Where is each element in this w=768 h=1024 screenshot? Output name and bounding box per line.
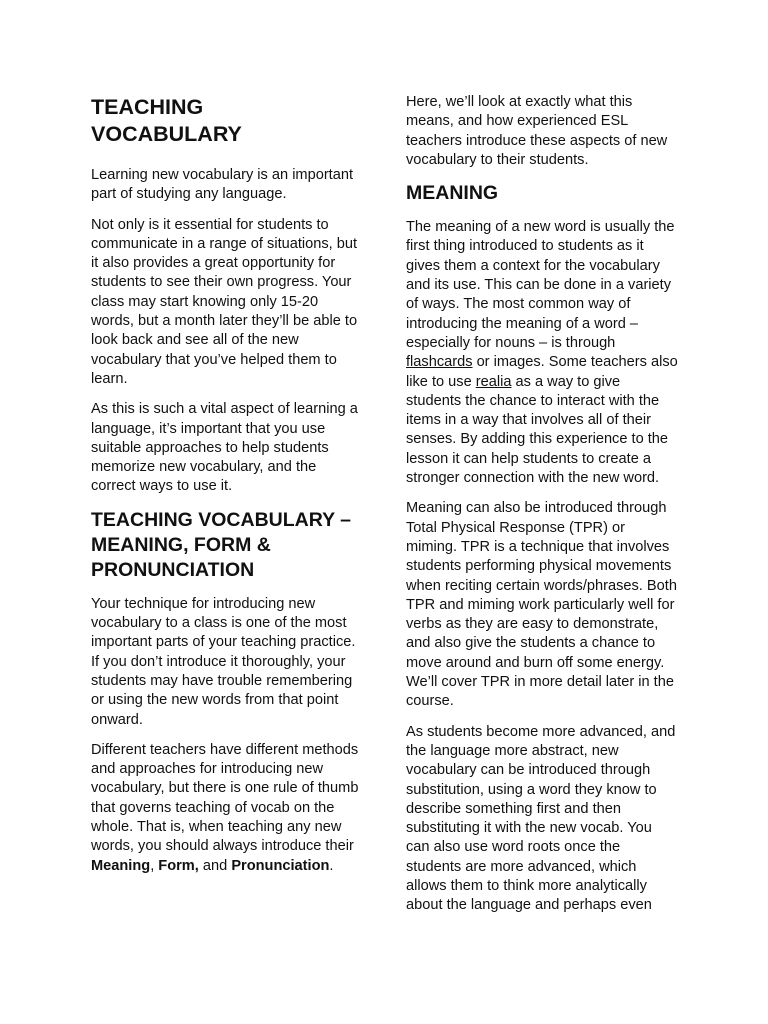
comma-text: , [150, 857, 159, 874]
right-column [406, 0, 678, 916]
page-title: TEACHING VOCABULARY [91, 95, 242, 146]
form-term: Form, [158, 857, 199, 874]
meaning-text-b: or images. Some teachers also like to use [406, 354, 678, 390]
advanced-students-paragraph: As students become more advanced, and the language more abstract, new vocabulary can be introduced through substitution, using a word they know to describe something first and then substituting it with the new vocab. You can also use word roots once the students are more advanced, which allows them to think more analytically about the language and perhaps even [406, 723, 676, 914]
overview-paragraph: Here, we’ll look at exactly what this means, and how experienced ESL teachers introduce these aspects of new vocabulary to their students. [406, 94, 668, 168]
meaning-paragraph [406, 218, 678, 488]
tpr-paragraph: Meaning can also be introduced through Total Physical Response (TPR) or miming. TPR is a technique that involves students performing physical movements when reciting certain words/phrases. Both TPR and miming work particularly well for verbs as they are easy to demonstrate, and also give the students a chance to move around and burn off some energy. We’ll cover TPR in more detail later in the course. [406, 500, 677, 710]
section-heading-meaning: MEANING [406, 182, 499, 205]
meaning-text-c: as a way to give students the chance to interact with the items in a way that involves all of their senses. By adding this experience to the lesson it can help students to create a stronger connection with the new word. [406, 373, 669, 487]
technique-paragraph: Your technique for introducing new vocabulary to a class is one of the most important parts of your teaching practice. If you don’t introduce it thoroughly, your students may have trouble remembering or using the new words from that point onward. [91, 595, 356, 728]
section-heading-meaning-form-pronunciation: TEACHING VOCABULARY – MEANING, FORM & PRONUNCIATION [91, 508, 352, 581]
realia-link[interactable]: realia [475, 373, 512, 390]
rule-of-thumb-paragraph [91, 741, 363, 876]
rule-text: Different teachers have different methods and approaches for introducing new vocabulary, but there is one rule of thumb that governs teaching of vocab on the whole. That is, when teaching any new words, you should always introduce their [91, 741, 359, 855]
vital-aspect-paragraph: As this is such a vital aspect of learning a language, it’s important that you use suitable approaches to help students memorize new vocabulary, and the correct ways to use it. [91, 401, 358, 495]
flashcards-link[interactable]: flashcards [406, 354, 473, 371]
period-text: . [329, 857, 334, 874]
progress-paragraph: Not only is it essential for students to communicate in a range of situations, but it also provides a great opportunity for students to see their own progress. Your class may start knowing only 15-20 words, but a month later they’ll be able to look back and see all of the new vocabulary that you’ve helped them to learn. [91, 216, 358, 387]
and-text: and [198, 857, 232, 874]
intro-paragraph: Learning new vocabulary is an important part of studying any language. [91, 167, 354, 203]
left-column [91, 0, 363, 876]
meaning-text-a: The meaning of a new word is usually the first thing introduced to students as it gives them a context for the vocabulary and its use. This can be done in a variety of ways. The most common way of introducing the meaning of a word – especially for nouns – is through [406, 219, 675, 351]
meaning-term: Meaning [91, 857, 151, 874]
pronunciation-term: Pronunciation [231, 857, 330, 874]
